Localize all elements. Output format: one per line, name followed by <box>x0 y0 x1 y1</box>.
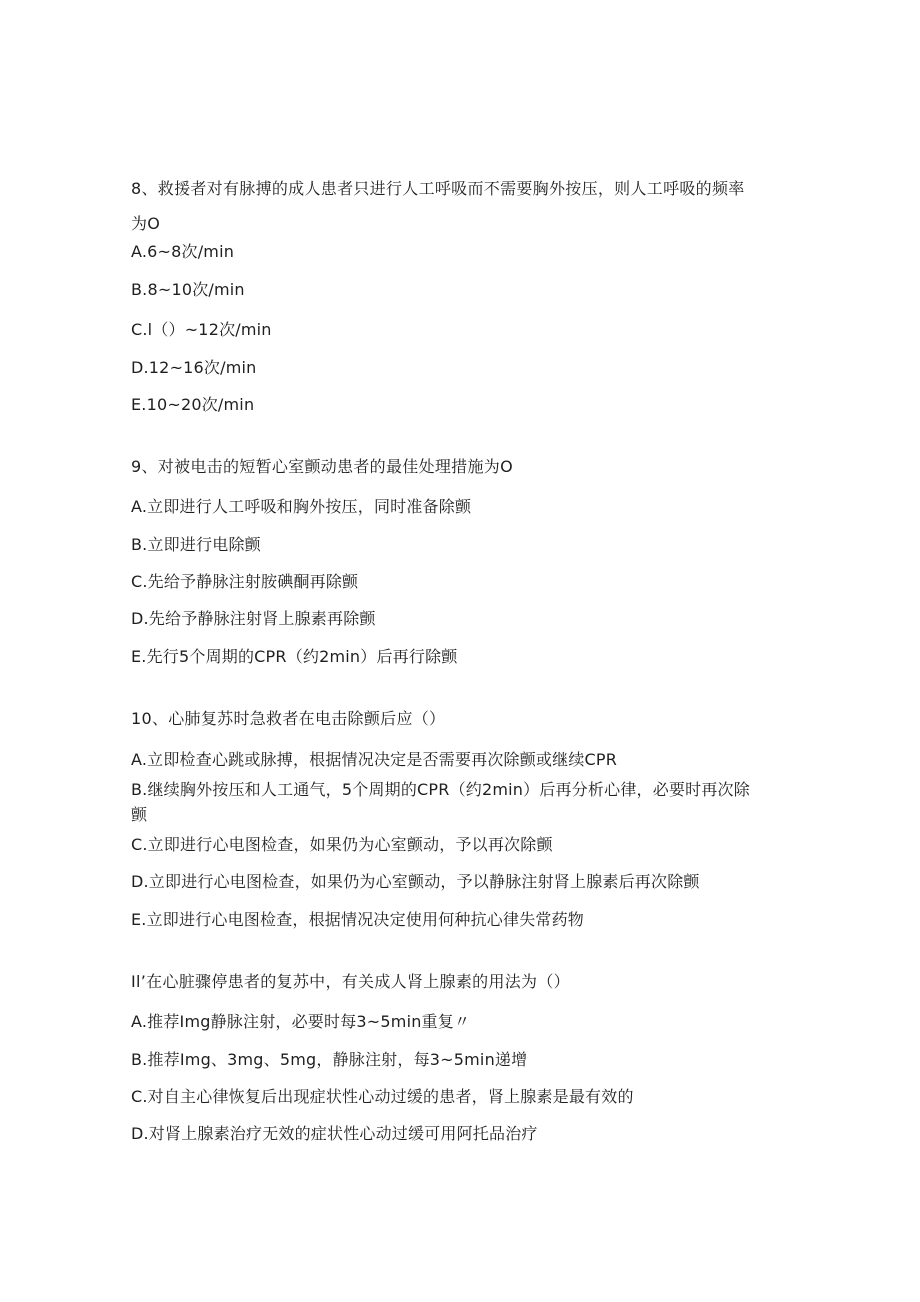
question-10-option-d: D.立即进行心电图检查，如果仍为心室颤动，予以静脉注射肾上腺素后再次除颤 <box>131 872 700 891</box>
question-11-option-d: D.对肾上腺素治疗无效的症状性心动过缓可用阿托品治疗 <box>131 1124 538 1143</box>
question-8-stem-line-2: 为O <box>131 214 161 233</box>
question-8-option-d: D.12~16次/min <box>131 358 257 377</box>
question-8-option-e: E.10~20次/min <box>131 395 255 414</box>
question-10-option-b-continued: 颤 <box>131 805 148 824</box>
question-11-option-c: C.对自主心律恢复后出现症状性心动过缓的患者，肾上腺素是最有效的 <box>131 1087 634 1106</box>
question-9-option-d: D.先给予静脉注射肾上腺素再除颤 <box>131 609 376 628</box>
question-9-option-e: E.先行5个周期的CPR（约2min）后再行除颤 <box>131 647 458 666</box>
question-10-stem: 10、心肺复苏时急救者在电击除颤后应（） <box>131 709 446 728</box>
question-8-option-c: C.l（）~12次/min <box>131 320 272 339</box>
question-10-option-c: C.立即进行心电图检查，如果仍为心室颤动，予以再次除颤 <box>131 835 553 854</box>
question-8-stem-line-1: 8、救援者对有脉搏的成人患者只进行人工呼吸而不需要胸外按压，则人工呼吸的频率 <box>131 179 745 198</box>
question-11-option-a: A.推荐Img静脉注射，必要时每3~5min重复〃 <box>131 1012 471 1031</box>
question-11-option-b: B.推荐Img、3mg、5mg，静脉注射，每3~5min递增 <box>131 1050 528 1069</box>
question-9-option-c: C.先给予静脉注射胺碘酮再除颤 <box>131 572 359 591</box>
question-11-stem: Il’在心脏骤停患者的复苏中，有关成人肾上腺素的用法为（） <box>131 972 570 991</box>
question-10-option-a: A.立即检查心跳或脉搏，根据情况决定是否需要再次除颤或继续CPR <box>131 750 618 769</box>
question-10-option-b: B.继续胸外按压和人工通气，5个周期的CPR（约2min）后再分析心律，必要时再次除 <box>131 780 750 799</box>
question-8-option-a: A.6~8次/min <box>131 242 235 261</box>
question-10-option-e: E.立即进行心电图检查，根据情况决定使用何种抗心律失常药物 <box>131 910 584 929</box>
question-9-option-b: B.立即进行电除颤 <box>131 535 261 554</box>
question-9-option-a: A.立即进行人工呼吸和胸外按压，同时准备除颤 <box>131 497 472 516</box>
question-8-option-b: B.8~10次/min <box>131 280 245 299</box>
question-9-stem: 9、对被电击的短暂心室颤动患者的最佳处理措施为O <box>131 457 513 476</box>
